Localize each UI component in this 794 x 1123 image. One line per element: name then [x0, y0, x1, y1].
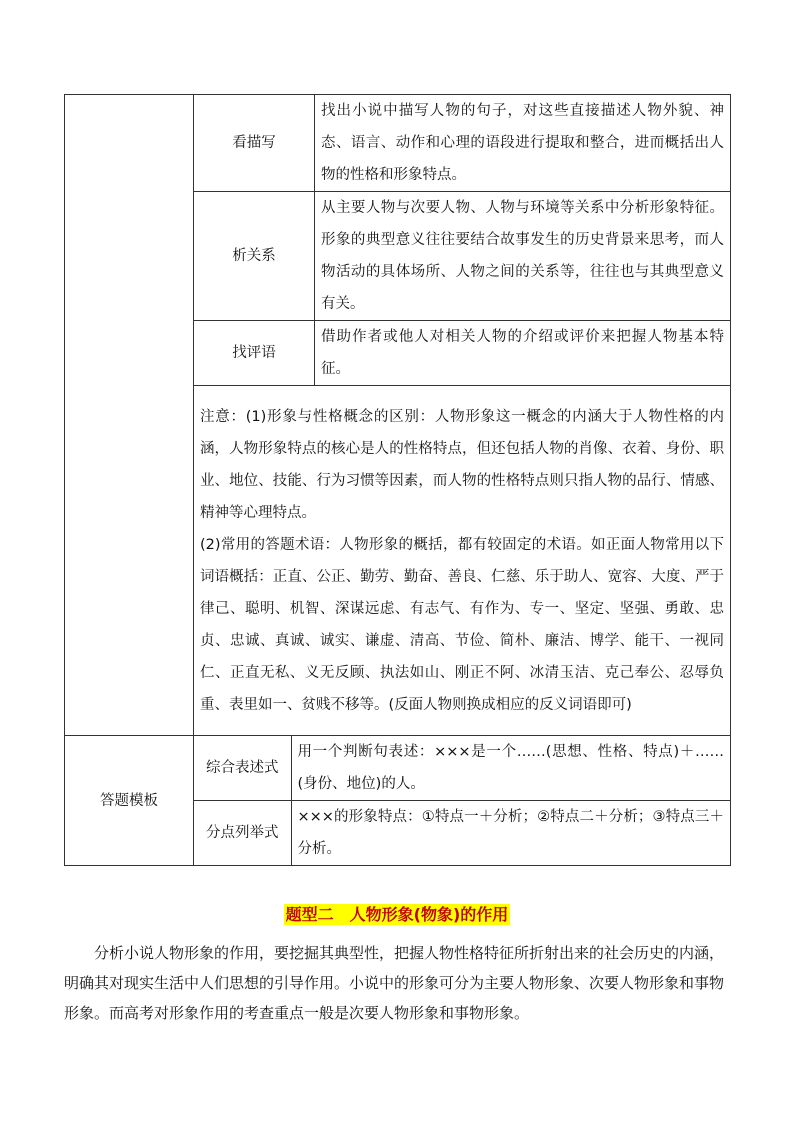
template-item-text: 用一个判断句表述：×××是一个……(思想、性格、特点)＋……(身份、地位)的人。 [291, 736, 730, 801]
row-label-describe: 看描写 [194, 95, 315, 192]
section-title-text: 题型二 人物形象(物象)的作用 [285, 905, 509, 924]
blank-left-cell [65, 95, 194, 736]
row-text-comment: 借助作者或他人对相关人物的介绍或评价来把握人物基本特征。 [315, 321, 731, 386]
row-label-comment: 找评语 [194, 321, 315, 386]
template-item-label: 综合表述式 [194, 736, 291, 801]
template-cell [194, 736, 731, 866]
row-text-describe: 找出小说中描写人物的句子，对这些直接描述人物外貌、神态、语言、动作和心理的语段进行提取和整合，进而概括出人物的性格和形象特点。 [315, 95, 731, 192]
template-label: 答题模板 [65, 736, 194, 866]
note-paragraph-2: (2)常用的答题术语：人物形象的概括，都有较固定的术语。如正面人物常用以下词语概括：正直、公正、勤劳、勤奋、善良、仁慈、乐于助人、宽容、大度、严于律己、聪明、机智、深谋远虑、有志气、有作为、专一、坚定、坚强、勇敢、忠贞、忠诚、真诚、诚实、谦虚、清高、节俭、简朴、廉洁、博学、能干、一视同仁、正直无私、义无反顾、执法如山、刚正不阿、冰清玉洁、克己奉公、忍辱负重、表里如一、贫贱不移等。(反面人物则换成相应的反义词语即可) [200, 536, 724, 713]
table-row [65, 736, 731, 866]
note-paragraph-1: 注意：(1)形象与性格概念的区别：人物形象这一概念的内涵大于人物性格的内涵，人物形象特点的核心是人的性格特点，但还包括人物的肖像、衣着、身份、职业、地位、技能、行为习惯等因素，而人物的性格特点则只指人物的品行、情感、精神等心理特点。 [200, 408, 724, 521]
row-text-relation: 从主要人物与次要人物、人物与环境等关系中分析形象特征。形象的典型意义往往要结合故事发生的历史背景来思考，而人物活动的具体场所、人物之间的关系等，往往也与其典型意义有关。 [315, 192, 731, 321]
table-row [194, 801, 730, 866]
note-cell [194, 386, 731, 736]
method-table [64, 94, 731, 866]
section-title [0, 902, 794, 928]
template-table [194, 736, 730, 865]
section-paragraph: 分析小说人物形象的作用，要挖掘其典型性，把握人物性格特征所折射出来的社会历史的内涵，明确其对现实生活中人们思想的引导作用。小说中的形象可分为主要人物形象、次要人物形象和事物形象。而高考对形象作用的考查重点一般是次要人物形象和事物形象。 [64, 944, 725, 1022]
template-item-text: ×××的形象特点：①特点一＋分析；②特点二＋分析；③特点三＋分析。 [291, 801, 730, 866]
table-row [194, 736, 730, 801]
template-item-label: 分点列举式 [194, 801, 291, 866]
row-label-relation: 析关系 [194, 192, 315, 321]
table-row [65, 95, 731, 192]
